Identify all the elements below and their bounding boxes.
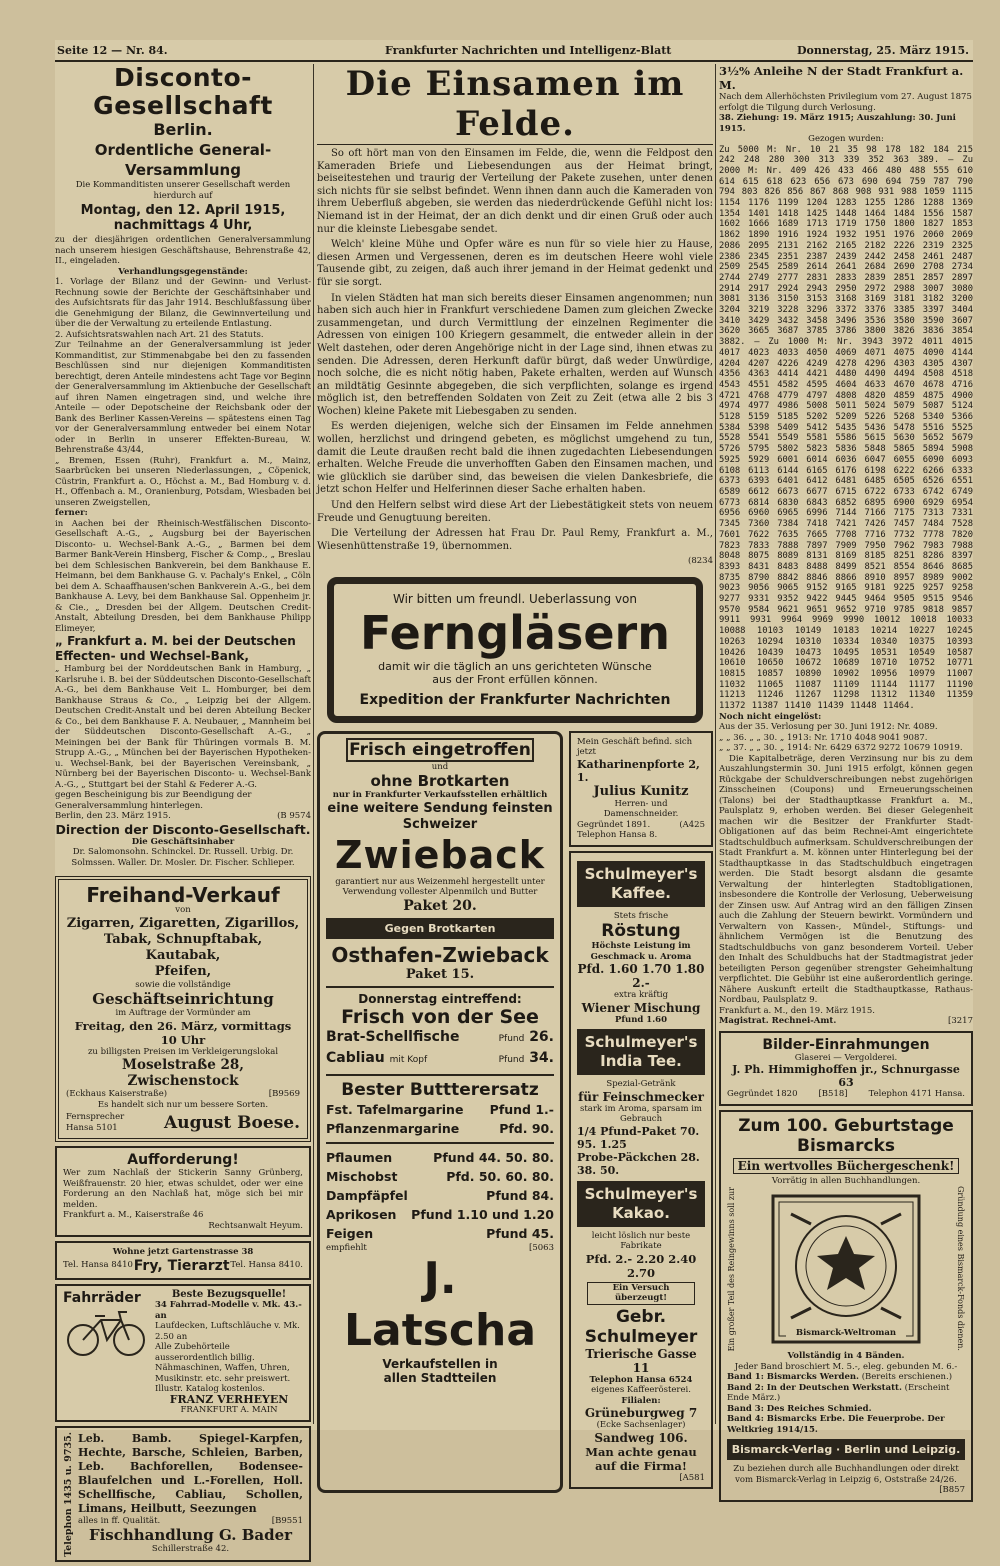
fernglaeser-ad	[327, 577, 703, 723]
bicycle-icon	[63, 1306, 149, 1358]
einsamen-title: Die Einsamen im Felde.	[317, 64, 713, 145]
anleihe-notice	[719, 64, 973, 1027]
latscha-paket1: Paket 20.	[403, 897, 477, 914]
latscha-see: Frisch von der See	[341, 1005, 539, 1028]
latscha-cabliau: Cabliau	[326, 1049, 385, 1066]
freihand-note: Es handelt sich nur um bessere Sorten.	[97, 1099, 269, 1110]
fahrrad-title: Fahrräder	[63, 1289, 141, 1306]
fry-name: Fry, Tierarzt	[133, 1257, 230, 1274]
fry-tel1: Tel. Hansa 8410	[63, 1260, 133, 1271]
latscha-cabliau-note: mit Kopf	[389, 1054, 428, 1065]
bilder-ad	[719, 1031, 973, 1106]
column-rule	[313, 64, 314, 1424]
bismarck-code: [B857	[939, 1485, 965, 1496]
fisch-ad	[55, 1426, 311, 1563]
schulmeyer-fein: für Feinschmecker	[578, 1089, 704, 1104]
latscha-aprikosen: Aprikosen	[326, 1206, 397, 1222]
latscha-cabliau-unit: Pfund	[498, 1054, 525, 1065]
latscha-code: [5063	[529, 1242, 554, 1253]
aufforderung-title: Aufforderung!	[127, 1152, 239, 1168]
latscha-misch-prices: Pfd. 50. 60. 80.	[446, 1168, 554, 1184]
latscha-gegen: Gegen Brotkarten	[326, 918, 554, 939]
aufforderung-text: Wer zum Nachlaß der Stickerin Sanny Grünberg, Weißfrauenstr. 20 hier, etwas schuldet, oder wer eine Forderung an den Nachlaß hat, möge sich bei mir melden.	[63, 1168, 303, 1210]
disconto-names: Dr. Salomonsohn. Schinckel. Dr. Russell. Urbig. Dr. Solmssen. Waller. Dr. Mosler. Dr. Fischer. Schlieper.	[71, 847, 295, 868]
schulmeyer-eigen: eigenes Kaffeerösterei.	[591, 1385, 691, 1396]
schulmeyer-code: [A581	[679, 1472, 705, 1483]
disconto-title: Disconto-Gesellschaft	[93, 63, 273, 120]
aufforderung-lawyer: Rechtsanwalt Heyum.	[208, 1220, 303, 1231]
latscha-brat-unit: Pfund	[498, 1033, 525, 1044]
disconto-body2: Zur Teilnahme an der Generalversammlung ist jeder Kommanditist, zur Stimmenabgabe bei den zu fassenden Beschlüssen sind nur diejenigen Kommanditisten berechtigt, deren Anteile mindestens acht Tage vor Beginn der Generalversammlung im Aktienbuche der Gesellschaft auf ihren Namen eingetragen sind, und welche ihre Anteile — oder Depotscheine der Reichsbank oder der Bank des Berliner Kassen-Vereins — spätestens einen Tag vor der Generalversammlung entweder bei einem Notar oder in Berlin in unserer Effekten-Bureau, W. Behrenstraße 43/44,	[55, 340, 311, 455]
disconto-branches3: „ Hamburg bei der Norddeutschen Bank in Hamburg, „ Karlsruhe i. B. bei der Süddeutschen Disconto-Gesellschaft A.-G., bei dem Bankhause Veit L. Homburger, bei dem Bankhause Straus & Co., „ Leipzig bei der Allgem. Deutschen Credit-Anstalt und bei deren Abteilung Becker & Co., bei dem Bankhause F. A. Neubauer, „ Mannheim bei der Süddeutschen Disconto-Gesellschaft A.-G., „ Meiningen bei der Bank für Thüringen vormals B. M. Strupp A.-G., „ München bei der Bayerischen Hypotheken- u. Wechsel-Bank, bei der Bayerischen Vereinsbank, „ Nürnberg bei der Bayerischen Disconto- u. Wechsel-Bank A.-G., „ Stuttgart bei der Stahl & Federer A.-G.	[55, 664, 311, 790]
freihand-auftrag: im Auftrage der Vormünder am	[115, 1008, 251, 1018]
einsamen-p6: Die Verteilung der Adressen hat Frau Dr. Paul Remy, Frankfurt a. M., Wiesenhüttenstraße 19, übernommen.	[317, 528, 713, 552]
bismarck-b2: Band 2: In der Deutschen Werkstatt.	[727, 1382, 902, 1393]
disconto-ad	[55, 64, 311, 868]
latscha-feigen-price: Pfund 45.	[486, 1225, 554, 1241]
disconto-city: Berlin.	[153, 120, 213, 139]
disconto-body1: zu der diesjährigen ordentlichen Generalversammlung nach unserem hiesigen Geschäftshause, Behrenstraße 42, II., eingeladen.	[55, 235, 311, 266]
disconto-inhaber: Die Geschäftsinhaber	[131, 836, 235, 847]
einsamen-p3: In vielen Städten hat man sich bereits dieser Einsamen angenommen; nun haben sich auch hier in Frankfurt verschiedene Damen zum gleichen Zwecke zusammengetan, und durch Vermittlung der einzelnen Regimenter die Adressen von einigen 100 Kriegern gesammelt, die entweder allein in der Welt dastehen, oder deren Angehörige nicht in der Lage sind, ihnen etwas zu senden. Die Adressen, deren Herkunft dafür bürgt, daß weder Unwürdige, noch solche, die es nicht nötig haben, Pakete erhalten, werden auf Wunsch an mildtätig Gesinnte abgegeben, die sich verpflichten, solange es irgend möglich ist, den betreffenden Soldaten von Zeit zu Zeit (etwa alle 2 bis 3 Wochen) kleine Pakete mit Liebesgaben zu senden.	[317, 292, 713, 417]
column-middle	[317, 64, 713, 1493]
latscha-verkauf: Verkaufstellen in allen Stadtteilen	[382, 1357, 498, 1386]
fisch-name: Fischhandlung G. Bader	[88, 1526, 293, 1544]
kunitz-name: Julius Kunitz	[593, 783, 689, 799]
fisch-code: [B9551	[271, 1515, 303, 1526]
disconto-branches1: „ Bremen, Essen (Ruhr), Frankfurt a. M., Mainz, Saarbrücken bei unseren Niederlassungen, „ Cöpenick, Cüstrin, Frankfurt a. O., Höchst a. M., Bad Homburg v. d. H., Offenbach a. M., Oranienburg, Potsdam, Wiesbaden bei unseren Zweigstellen,	[55, 455, 311, 508]
einsamen-article	[317, 64, 713, 567]
newspaper-page	[55, 40, 973, 1557]
schulmeyer-fil1: Grüneburgweg 7	[584, 1406, 698, 1421]
schulmeyer-achte: Man achte genau auf die Firma!	[585, 1444, 697, 1473]
anleihe-ziehung: 38. Ziehung: 19. März 1915; Auszahlung: 30. Juni 1915.	[719, 113, 956, 134]
disconto-frankfurt: „ Frankfurt a. M. bei der Deutschen Effecten- und Wechsel-Bank,	[55, 634, 296, 663]
fahrrad-name: FRANZ VERHEYEN	[169, 1392, 289, 1406]
bismarck-verlag: Bismarck-Verlag · Berlin und Leipzig.	[727, 1439, 965, 1460]
latscha-name: J. Latscha	[343, 1253, 537, 1357]
latscha-garantiert: garantiert nur aus Weizenmehl hergestellt unter Verwendung vollester Alpenmilch und Butter	[335, 876, 545, 898]
fry-tel2: Tel. Hansa 8410.	[230, 1260, 303, 1271]
disconto-code: (B 9574	[277, 811, 311, 821]
latscha-weitere: eine weitere Sendung feinsten Schweizer	[327, 800, 553, 832]
aufforderung-sign: Frankfurt a. M., Kaiserstraße 46	[63, 1210, 204, 1220]
latscha-brat-row	[326, 1028, 554, 1049]
latscha-frisch: Frisch eingetroffen	[346, 738, 534, 762]
freihand-corner: (Eckhaus Kaiserstraße)	[66, 1089, 168, 1099]
schulmeyer-fil1note: (Ecke Sachsenlager)	[596, 1420, 686, 1431]
schulmeyer-firm: Gebr. Schulmeyer	[584, 1306, 698, 1347]
freihand-sowie: sowie die vollständige	[135, 979, 231, 990]
freihand-goods1: Zigarren, Zigaretten, Zigarillos,	[66, 915, 300, 931]
schulmeyer-spezial: Spezial-Getränk	[606, 1079, 676, 1090]
latscha-misch: Mischobst	[326, 1168, 398, 1184]
latscha-ad	[317, 731, 563, 1494]
bismarck-emblem-label: Bismarck-Weltroman	[786, 1328, 906, 1339]
latscha-pflanz: Pflanzenmargarine	[326, 1120, 460, 1136]
freihand-phone: Fernsprecher Hansa 5101	[66, 1112, 125, 1133]
schulmeyer-kakao-price: Pfd. 2.- 2.20 2.40 2.70	[585, 1251, 697, 1280]
disconto-date: Montag, den 12. April 1915, nachmittags 4 Uhr,	[80, 203, 286, 233]
einsamen-p5: Und den Helfern selbst wird diese Art der Liebestätigkeit stets von neuem Freude und Genugtuung bereiten.	[317, 500, 713, 524]
column-rule	[715, 64, 716, 1424]
column-left	[55, 64, 311, 1566]
bismarck-b1n: (Bereits erschienen.)	[861, 1372, 953, 1383]
bismarck-geschenk: Ein wertvolles Büchergeschenk!	[733, 1158, 959, 1174]
latscha-osthafen: Osthafen-Zwieback	[331, 942, 549, 967]
latscha-zwieback: Zwieback	[334, 832, 546, 877]
schulmeyer-versuch: Ein Versuch überzeugt!	[587, 1282, 695, 1305]
fern-line1: Wir bitten um freundl. Ueberlassung von	[392, 591, 637, 606]
disconto-direction: Direction der Disconto-Gesellschaft.	[55, 821, 311, 837]
bismarck-b1: Band 1: Bismarcks Werden.	[727, 1372, 860, 1383]
disconto-agenda-title: Verhandlungsgegenstände:	[118, 266, 248, 277]
kunitz-intro: Mein Geschäft befind. sich jetzt	[577, 736, 693, 758]
bilder-name: J. Ph. Himmighoffen jr., Schnurgasse 63	[732, 1063, 960, 1090]
fry-line: Wohne jetzt Gartenstrasse 38	[112, 1247, 254, 1257]
einsamen-p4: Es werden diejenigen, welche sich der Einsamen im Felde annehmen wollen, herzlichst und dringend gebeten, es möglichst umgehend zu tun, damit die Leute draußen recht bald die ihnen zugedachten Liebesendungen erhalten. Welche Freude die unverhofften Gaben den Einsamen machen, und wie glücklich sie darüber sind, das beweisen die vielen Dankesbriefe, die jetzt schon Helfer und Helferinnen dieser Sache erhalten haben.	[317, 421, 713, 496]
disconto-body3: gegen Bescheinigung bis zur Beendigung der Generalversammlung hinterlegen.	[55, 790, 252, 811]
schulmeyer-kaffee: Schulmeyer's Kaffee.	[577, 861, 705, 907]
bismarck-band: Jeder Band broschiert M. 5.-, eleg. gebunden M. 6.-	[734, 1361, 958, 1372]
bismarck-volles: Vollständig in 4 Bänden.	[787, 1351, 905, 1362]
latscha-bester: Bester Buttterersatz	[341, 1079, 539, 1100]
eagle-emblem-icon	[771, 1194, 921, 1344]
fahrrad-line1: 34 Fahrrad-Modelle v. Mk. 43.- an	[155, 1300, 302, 1321]
schulmeyer-preise: Pfd. 1.60 1.70 1.80 2.-	[577, 962, 705, 991]
schulmeyer-tee-prices1: 1/4 Pfund-Paket 70. 95. 1.25	[577, 1124, 700, 1151]
page-header	[55, 40, 973, 62]
schulmeyer-filialen: Filialen:	[621, 1395, 661, 1406]
freihand-date: Freitag, den 26. März, vormittags 10 Uhr	[74, 1018, 292, 1047]
fisch-quality: alles in ff. Qualität.	[78, 1515, 161, 1526]
anleihe-sign: Frankfurt a. M., den 19. März 1915.	[719, 1005, 875, 1016]
latscha-pflanz-price: Pfd. 90.	[499, 1120, 554, 1136]
freihand-preise: zu billigsten Preisen im Verkleigerungslokal	[87, 1046, 279, 1057]
anleihe-sub: Nach dem Allerhöchsten Privilegium vom 27. August 1875 erfolgt die Tilgung durch Verlosung.	[719, 92, 972, 113]
kunitz-founded: Gegründet 1891.	[577, 819, 651, 830]
latscha-apri-prices: Pfund 1.10 und 1.20	[411, 1206, 554, 1222]
schulmeyer-kakao: Schulmeyer's Kakao.	[577, 1181, 705, 1227]
latscha-feigen: Feigen	[326, 1225, 374, 1241]
anleihe-v1: Aus der 35. Verlosung per 30. Juni 1912: Nr. 4089.	[719, 722, 938, 733]
freihand-goods3: Pfeifen,	[154, 963, 212, 979]
fahrrad-ad	[55, 1284, 311, 1422]
anleihe-body: Die Kapitalbeträge, deren Verzinsung nur bis zu dem Auszahlungstermin 30. Juni 1915 erfolgt, können gegen Rückgabe der Schuldverschreibungen nebst zugehörigen Zinsscheinen (Coupons) und Erneuerungsscheinen (Talons) bei der Stadthauptkasse Frankfurt a. M., Paulsplatz 9, erhoben werden. Bei dieser Gelegenheit machen wir die Besitzer der Frankfurter Stadt-Obligationen auf das beim Rechnei-Amt eingerichtete Stadtschuldbuch aufmerksam. Schuldverschreibungen der Stadt Frankfurt a. M. können unter Hinterlegung bei der Stadthauptkasse in das Stadtschuldbuch eingetragen werden. Die Stadt besorgt alsdann die gesamte Verwaltung der hinterlegten Stadtobligationen, insbesondere die Kontrolle der Verlosung, Ueberweisung der Zinsen usw. Auf Antrag wird an den fälligen Zinsen auch die Zahlung der Steuern bewirkt. Vormündern und Verwaltern von Kassen-, Mündel-, Stiftungs- und ähnlichem Vermögen ist die Benutzung des Stadtschuldbuchs von ganz besonderem Vorteil. Ueber den Inhalt des Schuldbuchs hat der Stadtmagistrat jeder beteiligten Person gegenüber strengster Geheimhaltung verpflichtet. Die Gebühr ist eine außerordentlich geringe. Nähere Auskunft erteilt die Stadthauptkasse, Rathaus-Nordbau, Paulsplatz 9.	[719, 753, 973, 1006]
disconto-place-date: Berlin, den 23. März 1915.	[55, 811, 171, 821]
latscha-pflaumen: Pflaumen	[326, 1149, 393, 1165]
latscha-cabliau-price: 34.	[529, 1049, 554, 1066]
latscha-und: und	[431, 761, 449, 772]
latscha-paket2: Paket 15.	[405, 966, 475, 982]
bilder-code: [B518]	[818, 1089, 848, 1100]
paper-title: Frankfurter Nachrichten und Intelligenz-Blatt	[385, 44, 672, 57]
fahrrad-head: Beste Bezugsquelle!	[171, 1288, 287, 1300]
bismarck-bezug: Zu beziehen durch alle Buchhandlungen oder direkt vom Bismarck-Verlag in Leipzig 6, Oststraße 24/26.	[733, 1464, 959, 1485]
latscha-tafel-price: Pfund 1.-	[489, 1101, 554, 1117]
fahrrad-line3: Alle Zubehörteile ausserordentlich billig. Nähmaschinen, Waffen, Uhren, Musikinstr. etc. sehr preiswert.	[155, 1342, 291, 1384]
anleihe-gezogen: Gezogen wurden:	[808, 134, 884, 144]
disconto-heading: Ordentliche General-Versammlung	[94, 141, 272, 179]
bismarck-right-side: Gründung eines Bismarck-Fonds dienen.	[956, 1186, 965, 1352]
latscha-empfiehlt: empfiehlt	[326, 1242, 367, 1253]
disconto-agenda1: 1. Vorlage der Bilanz und der Gewinn- und Verlust-Rechnung sowie der Berichte der Geschäftsinhaber und des Aufsichtsrats für das Jahr 1914. Beschlußfassung über die Genehmigung der Bilanz, die Gewinnverteilung und über die der Verwaltung zu erteilende Entlastung.	[55, 277, 311, 329]
page-number: Seite 12 — Nr. 84.	[57, 44, 168, 57]
disconto-ferner: ferner:	[55, 508, 88, 518]
kunitz-tel: Telephon Hansa 8.	[577, 830, 658, 841]
bismarck-title: Zum 100. Geburtstage Bismarcks	[738, 1115, 954, 1156]
fahrrad-city: FRANKFURT A. MAIN	[180, 1405, 278, 1415]
latscha-cabliau-row	[326, 1049, 554, 1070]
freihand-ad	[55, 876, 311, 1142]
einsamen-code: (8234	[688, 556, 713, 567]
schulmeyer-leistung: Höchste Leistung im Geschmack u. Aroma	[590, 941, 692, 962]
bismarck-b3: Band 3: Des Reiches Schmied.	[727, 1403, 872, 1414]
schulmeyer-tee-prices2: Probe-Päckchen 28. 38. 50.	[577, 1150, 700, 1177]
freihand-goods2: Tabak, Schnupftabak, Kautabak,	[103, 931, 263, 963]
fry-ad	[55, 1241, 311, 1280]
freihand-code: [B9569	[268, 1089, 300, 1099]
column-right	[719, 64, 973, 1506]
latscha-tafel: Fst. Tafelmargarine	[326, 1101, 464, 1117]
bilder-founded: Gegründet 1820	[727, 1089, 798, 1100]
freihand-title: Freihand-Verkauf	[86, 883, 280, 907]
freihand-von: von	[175, 905, 191, 915]
kunitz-desc: Herren- und Damenschneider.	[603, 798, 679, 820]
disconto-agenda2: 2. Aufsichtsratswahlen nach Art. 21 des Statuts.	[55, 329, 264, 340]
bismarck-ad	[719, 1110, 973, 1502]
freihand-address: Moselstraße 28, Zwischenstock	[122, 1057, 244, 1089]
kunitz-street: Katharinenpforte 2, 1.	[577, 757, 700, 784]
schulmeyer-roestung: Röstung	[601, 921, 681, 942]
kunitz-code: (A425	[679, 819, 705, 830]
anleihe-numbers: Zu 5000 M: Nr. 10 21 35 98 178 182 184 215 242 248 280 300 313 339 352 363 389. — Zu 2000 M: Nr. 409 426 433 466 480 488 555 610 614 615 618 623 656 673 690 694 759 787 790 794 803 826 856 867 868 908 931 988 1059 1115 1154 1176 1199 1204 1283 1255 1286 1288 1369 1354 1401 1418 1425 1448 1464 1484 1556 1587 1602 1666 1689 1713 1719 1750 1800 1827 1853 1862 1890 1916 1924 1932 1951 1976 2060 2069 2086 2095 2131 2162 2165 2182 2226 2319 2325 2386 2345 2351 2387 2439 2442 2458 2461 2487 2509 2545 2589 2614 2641 2684 2690 2708 2734 2744 2749 2777 2831 2833 2839 2851 2857 2897 2914 2917 2924 2943 2950 2972 2988 3007 3080 3081 3136 3150 3153 3168 3169 3181 3182 3200 3204 3219 3228 3296 3372 3376 3385 3397 3404 3410 3429 3432 3458 3496 3536 3580 3590 3607 3620 3665 3687 3785 3786 3800 3826 3836 3854 3882. — Zu 1000 M: Nr. 3943 3972 4011 4015 4017 4023 4033 4050 4069 4071 4075 4090 4144 4204 4207 4226 4249 4278 4296 4303 4305 4307 4356 4363 4414 4421 4480 4490 4494 4508 4518 4543 4551 4582 4595 4604 4633 4670 4678 4716 4721 4768 4779 4797 4808 4820 4859 4875 4900 4974 4977 4986 5008 5011 5024 5079 5087 5124 5128 5159 5185 5202 5209 5226 5268 5340 5366 5384 5398 5409 5412 5435 5436 5478 5516 5525 5528 5541 5549 5581 5586 5615 5630 5652 5679 5726 5795 5802 5823 5836 5848 5865 5894 5908 5925 5929 6001 6014 6036 6047 6055 6090 6093 6108 6113 6144 6165 6176 6198 6222 6266 6333 6373 6393 6401 6412 6481 6485 6505 6526 6551 6589 6612 6673 6677 6715 6722 6733 6742 6749 6773 6814 6830 6843 6852 6895 6900 6929 6954 6956 6960 6965 6996 7144 7166 7175 7313 7331 7345 7360 7384 7418 7421 7426 7457 7484 7528 7601 7622 7635 7665 7708 7716 7732 7778 7820 7823 7833 7888 7897 7909 7950 7962 7983 7988 8048 8075 8089 8131 8169 8185 8251 8286 8397 8393 8431 8483 8488 8499 8521 8554 8646 8685 8735 8790 8842 8846 8866 8910 8957 8989 9002 9023 9056 9065 9152 9165 9181 9225 9257 9258 9277 9331 9352 9422 9445 9464 9505 9515 9546 9570 9584 9621 9651 9652 9710 9785 9818 9857 9911 9931 9964 9969 9990 10012 10018 10033 10088 10103 10149 10183 10214 10227 10245 10263 10294 10310 10334 10340 10375 10393 10426 10439 10473 10495 10531 10549 10587 10610 10650 10672 10689 10710 10752 10771 10815 10857 10890 10902 10956 10979 11007 11032 11065 11087 11109 11144 11177 11190 11213 11246 11267 11298 11312 11340 11359 11372 11387 11410 11439 11448 11464.	[719, 144, 973, 712]
fern-word: Ferngläsern	[360, 605, 670, 660]
latscha-dampf-price: Pfund 84.	[486, 1187, 554, 1203]
bismarck-left-side: Ein großer Teil des Reingewinns soll zur	[727, 1186, 736, 1351]
anleihe-v3: „ „ 37. „ „ 30. „ 1914: Nr. 6429 6372 9272 10679 10919.	[719, 743, 963, 754]
latscha-donnerstag: Donnerstag eintreffend:	[358, 991, 522, 1006]
bismarck-b4: Band 4: Bismarcks Erbe. Die Feuerprobe. Der Weltkrieg 1914/15.	[727, 1414, 945, 1435]
freihand-goods4: Geschäftseinrichtung	[92, 990, 274, 1008]
aufforderung-ad	[55, 1146, 311, 1237]
anleihe-title: 3½% Anleihe N der Stadt Frankfurt a. M.	[719, 64, 964, 92]
anleihe-code: [3217	[948, 1016, 973, 1027]
fisch-text: Leb. Bamb. Spiegel-Karpfen, Hechte, Barsche, Schleien, Barben, Leb. Bachforellen, Bodensee-Blaufelchen und L.-Forellen, Holl. Schellfische, Cabliau, Schollen, Limans, Heilbutt, Seezungen	[78, 1431, 303, 1515]
latscha-dampf: Dampfäpfel	[326, 1187, 408, 1203]
anleihe-sign2: Magistrat. Rechnei-Amt.	[719, 1016, 837, 1027]
schulmeyer-india: Schulmeyer's India Tee.	[577, 1029, 705, 1075]
schulmeyer-fil2: Sandweg 106.	[594, 1430, 688, 1445]
fahrrad-line4: Illustr. Katalog kostenlos.	[155, 1384, 265, 1394]
bilder-title: Bilder-Einrahmungen	[762, 1036, 930, 1053]
kunitz-ad	[569, 731, 713, 847]
latscha-pflaumen-prices: Pfund 44. 50. 80.	[433, 1149, 554, 1165]
anleihe-nicht: Noch nicht eingelöst:	[719, 711, 822, 722]
fisch-phone: Telephon 1435 u. 9735.	[63, 1431, 74, 1557]
schulmeyer-tel: Telephon Hansa 6524	[589, 1374, 693, 1385]
schulmeyer-street: Trierische Gasse 11	[585, 1346, 697, 1375]
issue-date: Donnerstag, 25. März 1915.	[796, 44, 969, 57]
disconto-branches2: in Aachen bei der Rheinisch-Westfälischen Disconto-Gesellschaft A.-G., „ Augsburg bei der Bayerischen Disconto- u. Wechsel-Bank A.-G., „ Barmen bei dem Barmer Bank-Verein Hinsberg, Fischer & Comp., „ Breslau bei dem Schlesischen Bankverein, bei dem Bankhause E. Heimann, bei dem Bankhause G. v. Pachaly's Enkel, „ Cöln bei dem A. Schaaffhausen'schen Bankverein A.-G., bei dem Bankhause A. Levy, bei dem Bankhause Sal. Oppenheim jr. & Cie., „ Dresden bei der Allgem. Deutschen Credit-Anstalt, Abteilung Dresden, bei dem Bankhause Philipp Elimeyer,	[55, 518, 311, 634]
schulmeyer-stets: Stets frische	[613, 910, 669, 921]
fahrrad-line2: Laufdecken, Luftschläuche v. Mk. 2.50 an	[155, 1321, 300, 1342]
schulmeyer-wiener: Wiener Mischung	[581, 1000, 701, 1015]
latscha-brat: Brat-Schellfische	[326, 1028, 460, 1045]
einsamen-p1: So oft hört man von den Einsamen im Felde, die, wenn die Feldpost den Kameraden Briefe und Liebesendungen aus der Heimat bringt, beiseitestehen und traurig der Verteilung der Pakete zusehen, unter denen sich nichts für sie selbst befindet. Wenn ihnen dann auch die Kameraden von ihrem Ueberfluß abgeben, sie werden das niederdrückende Gefühl nicht los: Niemand ist in der Heimat, der an dich denkt und dir einen Gruß oder auch nur die kleinste Liebesgabe sendet.	[317, 148, 713, 235]
fern-line3: Expedition der Frankfurter Nachrichten	[359, 691, 671, 708]
bismarck-b2n: (Erscheint Ende März.)	[727, 1382, 950, 1404]
schulmeyer-extra: extra kräftig	[613, 990, 669, 1001]
disconto-intro: Die Kommanditisten unserer Gesellschaft werden hierdurch auf	[75, 180, 291, 201]
latscha-nur: nur in Frankfurter Verkaufsstellen erhältlich	[332, 790, 548, 801]
fisch-street: Schillerstraße 42.	[151, 1544, 230, 1554]
schulmeyer-wiener-price: Pfund 1.60	[614, 1014, 667, 1025]
bilder-tel: Telephon 4171 Hansa.	[868, 1089, 965, 1100]
latscha-brat-price: 26.	[529, 1028, 554, 1045]
freihand-name: August Boese.	[164, 1112, 300, 1133]
latscha-ohne: ohne Brotkarten	[370, 772, 510, 791]
fern-line2: damit wir die täglich an uns gerichteten Wünsche aus der Front erfüllen können.	[378, 659, 652, 686]
bilder-sub: Glaserei — Vergolderei.	[794, 1052, 898, 1063]
bismarck-vorraetig: Vorrätig in allen Buchhandlungen.	[771, 1175, 921, 1186]
bismarck-emblem	[771, 1194, 921, 1344]
schulmeyer-leicht: leicht löslich nur beste Fabrikate	[591, 1230, 691, 1252]
schulmeyer-stark: stark im Aroma, sparsam im Gebrauch	[580, 1103, 702, 1125]
anleihe-v2: „ „ 36. „ „ 30. „ 1913: Nr. 1710 4048 9041 9087.	[719, 732, 928, 743]
schulmeyer-ad	[569, 851, 713, 1490]
einsamen-p2: Welch' kleine Mühe und Opfer wäre es nun für so viele hier zu Hause, diesen Armen und Vergessenen, deren es im deutschen Heere wohl viele Tausende gibt, zu zeigen, daß auch ihrer jemand in der Heimat gedenkt und für sie sorgt.	[317, 239, 713, 288]
